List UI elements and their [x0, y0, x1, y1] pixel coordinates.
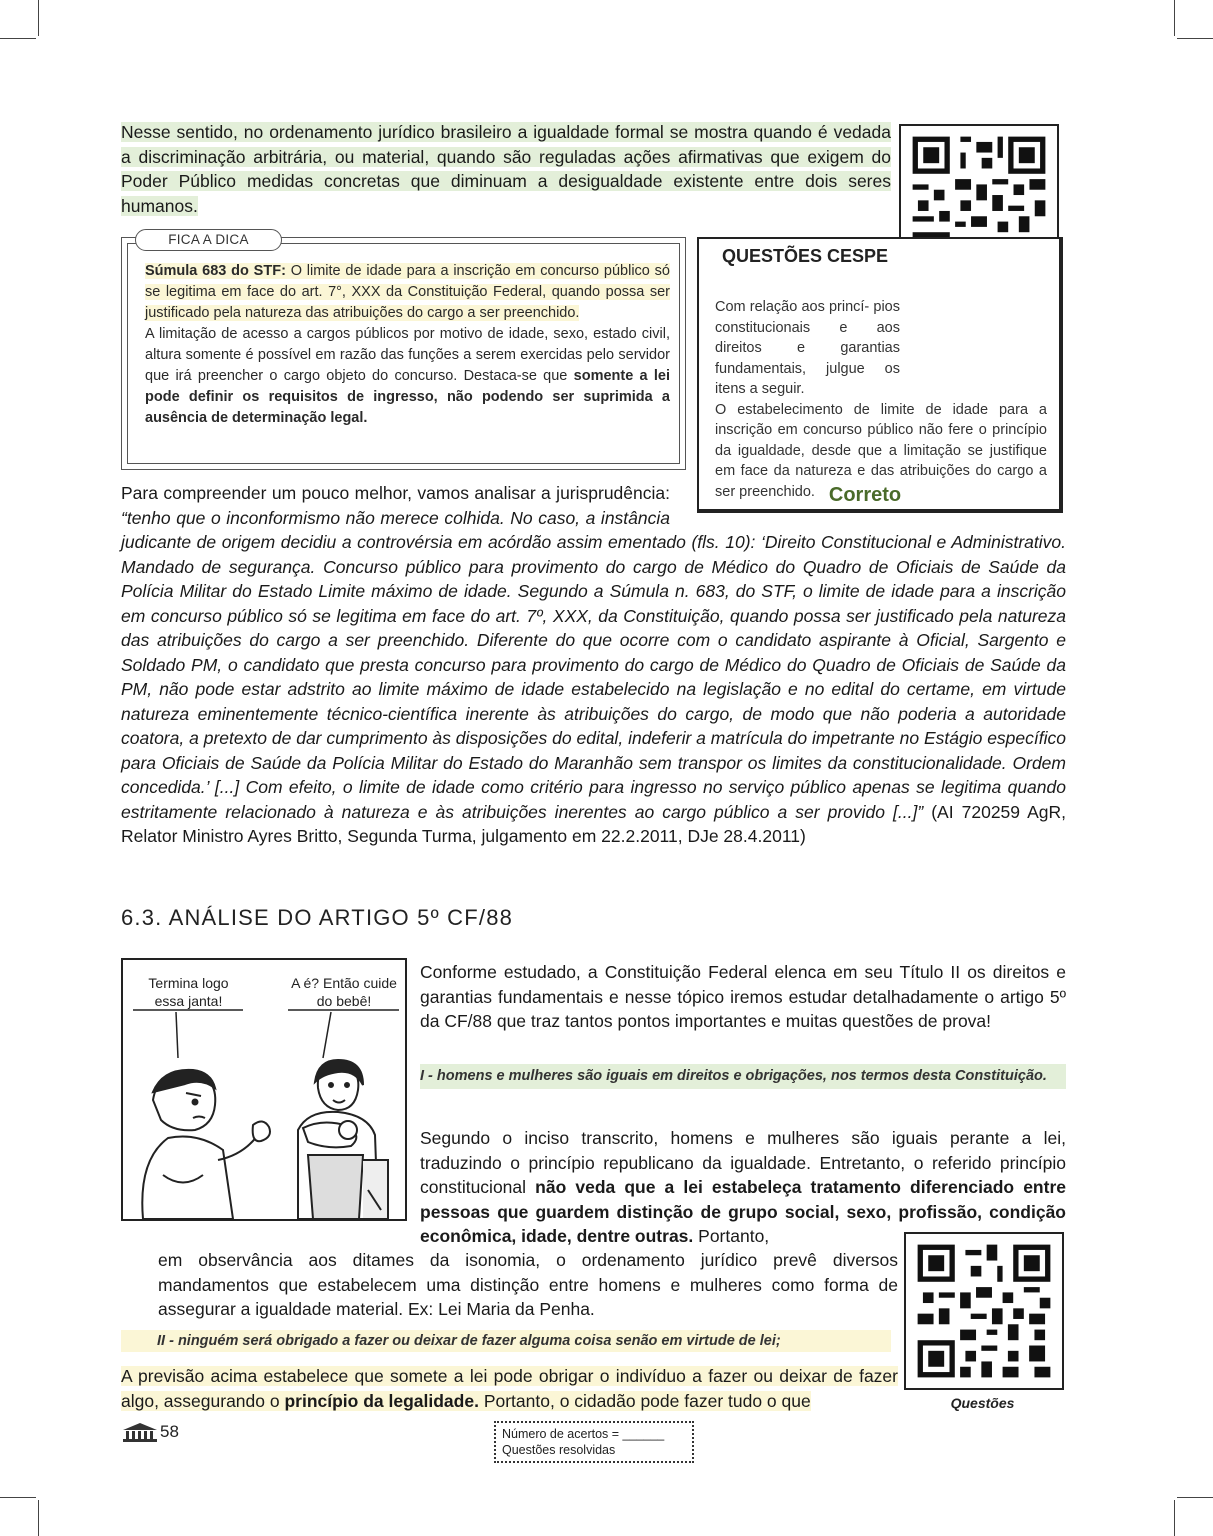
- questions-content: [715, 297, 1047, 502]
- crop-mark: [1177, 1497, 1213, 1498]
- tip-paragraph: [145, 324, 670, 429]
- crop-mark: [1174, 0, 1175, 36]
- qr-code-icon: [906, 1234, 1062, 1388]
- qr-questions-caption: Questões: [950, 1395, 1015, 1411]
- counter-line-1: Número de acertos = ______: [502, 1427, 665, 1441]
- questions-statement: O estabelecimento de limite de idade para a inscrição em concurso público não fere o princípio da igualdade, desde que a limitação se justifique em face da natureza e das atribuições do cargo a ser preenchido.: [715, 401, 1047, 500]
- article-intro: Conforme estudado, a Constituição Federal elenca em seu Título II os direitos e garantias fundamentais e nesse tópico iremos estudar detalhadamente o artigo 5º da CF/88 que traz tantos pontos importantes e muitas questões de prova!: [420, 962, 1066, 1031]
- sumula-block: [145, 263, 670, 321]
- jurisprudence-quote: “tenho que o inconformismo não merece colhida. No caso, a instância judicante de origem decidiu a controvérsia em acórdão assim ementado (fls. 10): ‘Direito Constitucional e Administrativo. Mandado de segurança. Concurso público para provimento do cargo de Médico do Quadro de Oficiais de Saúde da Polícia Militar do Estado Limite máximo de idade. Segundo a Súmula n. 683, do STF, o limite de idade para a inscrição em concurso público só se legitima em face do art. 7º, XXX, da Constituição, quando possa ser justificado pela natureza das atribuições do cargo a ser preenchido. Diferente do que ocorre com o candidato aspirante à Oficial, Sargento e Soldado PM, o candidato que presta concurso para provimento do cargo de Médico do Quadro de Oficiais de Saúde da PM, não pode estar adstrito ao limite máximo de idade estabelecido na legislação e no edital do certame, em virtude natureza eminentemente técnico-científica inerente às atribuições do cargo, de modo que não poderia a autoridade coatora, a pretexto de dar cumprimento às disposições do edital, indeferir a matrícula do impetrante no Estágio específico para Oficiais de Saúde da Polícia Militar do Estado do Maranhão sem transpor os limites da constitucionalidade. Ordem concedida.’ [...] Com efeito, o limite de idade como critério para ingresso no serviço público apenas se legitima quando estritamente relacionado à natureza e às atribuições inerentes ao cargo público a ser provido [...]”: [121, 507, 1066, 822]
- comic-bubble-right: A é? Então cuide do bebê!: [291, 975, 397, 1009]
- tip-paragraph-text: A limitação de acesso a cargos públicos por motivo de idade, sexo, estado civil, altura somente é possível em razão das funções a serem exercidas pelo servidor que irá preencher o cargo objeto do concurso. Destaca-se que: [145, 326, 670, 384]
- article-paragraph-2: em observância aos ditames da isonomia, o ordenamento jurídico prevê diversos mandamentos que estabelecem uma distinção entre homens e mulheres como forma de assegurar a igualdade material. Ex: Lei Maria da Penha.: [158, 1250, 898, 1319]
- article-paragraph-3: [121, 1364, 898, 1413]
- p1-text: Segundo o inciso transcrito, homens e mulheres são iguais perante a lei, traduzindo o princípio republicano da igualdade. Entretanto, o referido princípio constitucional: [420, 1128, 1066, 1197]
- inciso-1: I - homens e mulheres são iguais em direitos e obrigações, nos termos desta Constituição.: [420, 1064, 1066, 1089]
- sumula-text: O limite de idade para a inscrição em concurso público só se legitima em face do art. 7°, XXX da Constituição Federal, quando possa ser justificado pela natureza das atribuições do cargo a ser preenchido.: [145, 263, 670, 321]
- tip-paragraph-bold: somente a lei pode definir os requisitos de ingresso, não podendo ser suprimida a ausência de determinação legal.: [145, 368, 671, 426]
- p1-bold: não veda que a lei estabeleça tratamento diferenciado entre pessoas que guardem distinção de grupo social, sexo, profissão, condição econômica, idade, dentre outras.: [420, 1177, 1066, 1246]
- intro-paragraph: Nesse sentido, no ordenamento jurídico brasileiro a igualdade formal se mostra quando é vedada a discriminação arbitrária, ou material, quando são reguladas ações afirmativas que exigem do Poder Público medidas concretas que diminuam a desigualdade existente entre dois seres humanos.: [121, 122, 891, 216]
- tip-box-content: [145, 261, 670, 429]
- jurisprudence-citation: (AI 720259 AgR, Relator Ministro Ayres Britto, Segunda Turma, julgamento em 22.2.2011, DJe 28.4.2011): [121, 801, 1066, 846]
- section-heading: 6.3. ANÁLISE DO ARTIGO 5º CF/88: [121, 905, 514, 930]
- page-number: 58: [160, 1422, 179, 1441]
- p3-bold: princípio da legalidade.: [284, 1390, 479, 1411]
- questions-title: QUESTÕES CESPE: [721, 246, 889, 266]
- counter-line-2: Questões resolvidas: [502, 1443, 616, 1457]
- jurisprudence-paragraph: [121, 481, 1066, 849]
- questions-answer: Correto: [828, 484, 902, 506]
- jurisprudence-lead: Para compreender um pouco melhor, vamos analisar a jurisprudência:: [121, 483, 670, 503]
- crop-mark: [1177, 38, 1213, 39]
- comic-bubble-left: Termina logo essa janta!: [148, 975, 229, 1009]
- woman-figure: [298, 1060, 388, 1219]
- p3-end: Portanto, o cidadão pode fazer tudo o que: [478, 1390, 811, 1411]
- p3-text: A previsão acima estabelece que somete a lei pode obrigar o indivíduo a fazer ou deixar de fazer algo, assegurando o: [121, 1366, 898, 1411]
- logo-icon: [121, 1422, 159, 1442]
- sumula-title: Súmula 683 do STF:: [145, 263, 286, 279]
- tip-box-label: FICA A DICA: [135, 229, 282, 251]
- crop-mark: [38, 0, 39, 36]
- qr-code-questions[interactable]: [904, 1232, 1064, 1390]
- crop-mark: [1174, 1500, 1175, 1536]
- score-counter: [494, 1421, 694, 1463]
- p1-end: Portanto,: [693, 1226, 770, 1246]
- crop-mark: [0, 1497, 36, 1498]
- article-paragraph-1: [420, 1126, 1066, 1249]
- questions-intro: Com relação aos princí- pios constitucionais e aos direitos e garantias fundamentais, julgue os itens a seguir.: [715, 299, 900, 397]
- crop-mark: [0, 38, 36, 39]
- crop-mark: [38, 1500, 39, 1536]
- inciso-2: II - ninguém será obrigado a fazer ou deixar de fazer alguma coisa senão em virtude de lei;: [121, 1330, 891, 1352]
- man-figure: [142, 1070, 270, 1219]
